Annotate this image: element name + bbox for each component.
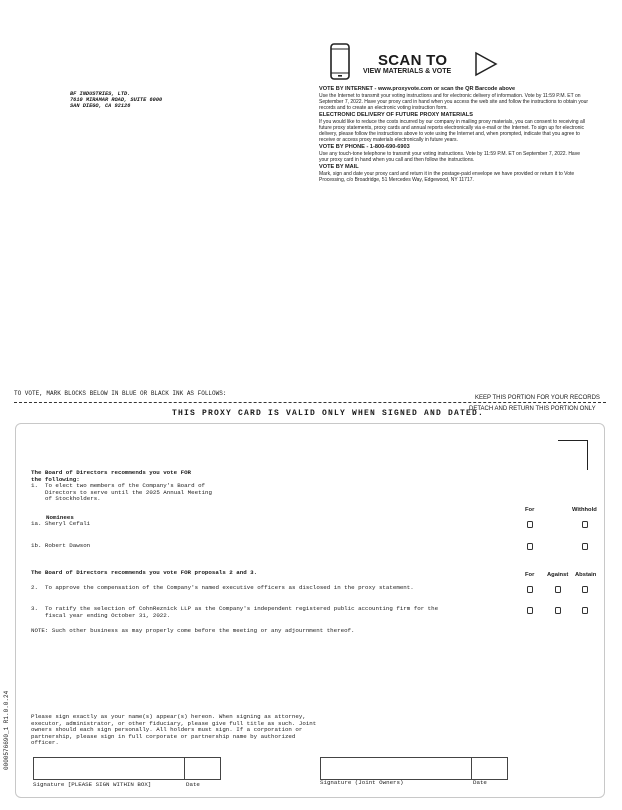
phone-heading: VOTE BY PHONE - 1-800-690-6903 (319, 144, 410, 150)
validity-notice: THIS PROXY CARD IS VALID ONLY WHEN SIGNED AND DATED. (172, 409, 485, 418)
nominee-number: 1a. (31, 520, 42, 527)
address-line: BF INDUSTRIES, LTD. (70, 91, 131, 97)
proposal-3 (31, 606, 461, 619)
detach-line (14, 402, 606, 403)
proposal-2 (31, 585, 414, 592)
column-withhold: Withhold (572, 507, 597, 513)
address-line: 7610 MIRAMAR ROAD, SUITE 6000 (70, 97, 163, 103)
signature-box[interactable] (33, 757, 185, 780)
column-for: For (525, 507, 535, 513)
electronic-heading: ELECTRONIC DELIVERY OF FUTURE PROXY MATERIALS (319, 112, 473, 118)
other-business-note: NOTE: Such other business as may properly come before the meeting or any adjournment thereof. (31, 627, 355, 634)
voting-instructions (319, 86, 591, 184)
detach-portion-label: DETACH AND RETURN THIS PORTION ONLY (469, 406, 596, 412)
joint-signature-date-box[interactable] (471, 757, 508, 780)
internet-heading: VOTE BY INTERNET - www.proxyvote.com or scan the QR Barcode above (319, 86, 516, 92)
signature-date-box[interactable] (184, 757, 221, 780)
board-recommendation-1 (31, 470, 271, 503)
nominee-row (31, 521, 90, 528)
column-against: Against (547, 572, 569, 578)
registration-corner-mark (558, 440, 588, 470)
board-recommendation-2: The Board of Directors recommends you vote FOR proposals 2 and 3. (31, 569, 258, 576)
mail-body: Mark, sign and date your proxy card and return it in the postage-paid envelope we have provided or return it to Vote Processing, c/o Broadridge, 51 Mercedes Way, Edgewood, NY 11717. (319, 171, 575, 183)
ink-instruction: TO VOTE, MARK BLOCKS BELOW IN BLUE OR BLACK INK AS FOLLOWS: (14, 390, 227, 397)
internet-body: Use the Internet to transmit your voting instructions and for electronic delivery of information. Vote by 11:59 P.M. ET on September 7, 2022. Have your proxy card in hand when you access the web site and follow the instructions to obtain your records and to create an electronic voting instruction form. (319, 93, 589, 111)
recommendation-line: the following: (31, 475, 80, 483)
signature-label: Signature [PLEASE SIGN WITHIN BOX] (33, 781, 152, 788)
nominees-label: Nominees (46, 514, 74, 521)
joint-signature-box[interactable] (320, 757, 472, 780)
joint-signature-label: Signature (Joint Owners) (320, 779, 404, 786)
date-label: Date (473, 779, 487, 786)
document-control-code: 0000576690_1 R1.0.0.24 (3, 690, 10, 770)
item-number: 2. (31, 584, 38, 591)
address-line: SAN DIEGO, CA 92126 (70, 103, 131, 109)
nominee-number: 1b. (31, 542, 42, 549)
item-number: 1. (31, 482, 38, 490)
nominee-1b-withhold-checkbox[interactable] (582, 543, 588, 550)
nominee-name: Robert Dawson (44, 542, 91, 549)
signing-instructions: Please sign exactly as your name(s) appear(s) hereon. When signing as attorney, executor, administrator, or other fiduciary, please give full title as such. Joint owners should each sign personally. All holders must sign. If a corporation or partnership, please sign in full corporate or partnership name by authorized officer. (31, 713, 317, 747)
proposal-3-abstain-checkbox[interactable] (582, 607, 588, 614)
keep-portion-label: KEEP THIS PORTION FOR YOUR RECORDS (475, 395, 600, 401)
play-arrow-icon (474, 51, 498, 77)
scan-title: SCAN TO (378, 52, 448, 69)
proposal-2-abstain-checkbox[interactable] (582, 586, 588, 593)
proposal-2-text: To approve the compensation of the Company's named executive officers as disclosed in the proxy statement. (45, 584, 414, 591)
electronic-body: If you would like to reduce the costs incurred by our company in mailing proxy materials, you can consent to receiving all future proxy statements, proxy cards and annual reports electronically via e-mail or the Internet. To sign up for electronic delivery, please follow the instructions above to vote using the Internet and, when prompted, indicate that you agree to receive or access proxy materials electronically in future years. (319, 119, 585, 143)
column-abstain: Abstain (575, 572, 597, 578)
proposal-2-against-checkbox[interactable] (555, 586, 561, 593)
nominee-1b-for-checkbox[interactable] (527, 543, 533, 550)
nominee-1a-withhold-checkbox[interactable] (582, 521, 588, 528)
phone-body: Use any touch-tone telephone to transmit your voting instructions. Vote by 11:59 P.M. ET on September 7, 2022. Have your proxy card in hand when you call and then follow the instructions. (319, 151, 580, 163)
proposal-1-text: To elect two members of the Company's Board of Directors to serve until the 2025 Annual Meeting of Stockholders. (45, 482, 212, 503)
smartphone-icon (330, 43, 350, 80)
nominee-name: Sheryl Cefali (44, 520, 91, 527)
column-for: For (525, 572, 535, 578)
proposal-3-against-checkbox[interactable] (555, 607, 561, 614)
return-address (70, 91, 162, 109)
mail-heading: VOTE BY MAIL (319, 164, 359, 170)
date-label: Date (186, 781, 200, 788)
proposal-3-for-checkbox[interactable] (527, 607, 533, 614)
nominee-1a-for-checkbox[interactable] (527, 521, 533, 528)
proposal-2-for-checkbox[interactable] (527, 586, 533, 593)
item-number: 3. (31, 605, 38, 612)
recommendation-line: The Board of Directors recommends you vote FOR (31, 469, 192, 476)
nominee-row (31, 543, 90, 550)
scan-subtitle: VIEW MATERIALS & VOTE (363, 68, 452, 75)
proposal-3-text: To ratify the selection of CohnReznick LLP as the Company's independent registered public accounting firm for the fiscal year ending October 31, 2022. (45, 605, 439, 619)
